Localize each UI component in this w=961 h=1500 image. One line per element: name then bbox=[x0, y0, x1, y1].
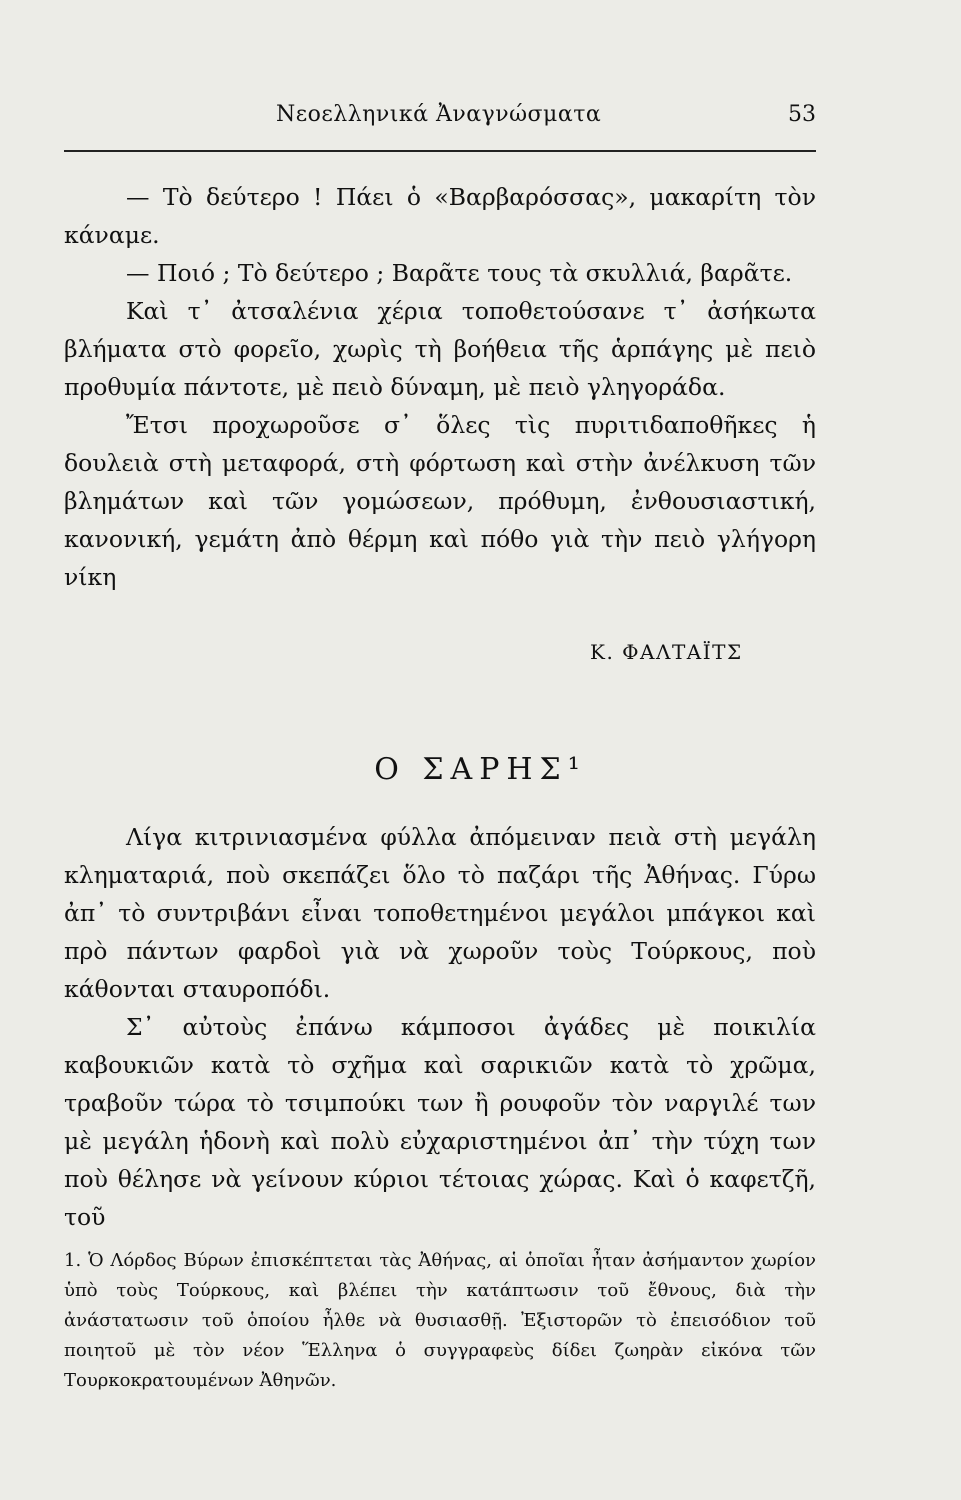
author-signature: Κ. ΦΑΛΤΑΪΤΣ bbox=[590, 640, 743, 664]
running-title: Νεοελληνικά Ἀναγνώσματα bbox=[276, 102, 602, 127]
section-paragraph: Λίγα κιτρινιασμένα φύλλα ἀπόμειναν πειὰ στὴ μεγάλη κληματαριά, ποὺ σκεπάζει ὅλο τὸ παζάρι τῆς Ἀθήνας. Γύρω ἀπ᾿ τὸ συντριβάνι εἶναι τοποθετημένοι μεγάλοι μπάγκοι καὶ πρὸ πάντων φαρδοὶ γιὰ νὰ χωροῦν τοὺς Τούρκους, ποὺ κάθονται σταυροπόδι. bbox=[64, 823, 816, 1003]
footnote bbox=[64, 1246, 816, 1396]
story-paragraph: Καὶ τ᾿ ἀτσαλένια χέρια τοποθετούσανε τ᾿ ἀσήκωτα βλήματα στὸ φορεῖο, χωρὶς τὴ βοήθεια τῆς ἁρπάγης μὲ πειὸ προθυμία πάντοτε, μὲ πειὸ δύναμη, μὲ πειὸ γληγοράδα. bbox=[64, 297, 816, 401]
section-title: Ο ΣΑΡΗΣ¹ bbox=[374, 752, 587, 787]
footnote-text: 1. Ὁ Λόρδος Βύρων ἐπισκέπτεται τὰς Ἀθήνας, αἱ ὁποῖαι ἦταν ἀσήμαντον χωρίον ὑπὸ τοὺς Τούρκους, καὶ βλέπει τὴν κατάπτωσιν τοῦ ἔθνους, διὰ τὴν ἀνάστατωσιν τοῦ ὁποίου ἦλθε νὰ θυσιασθῇ. Ἐξιστορῶν τὸ ἐπεισόδιον τοῦ ποιητοῦ μὲ τὸν νέον Ἕλληνα ὁ συγγραφεὺς δίδει ζωηρὰν εἰκόνα τῶν Τουρκοκρατουμένων Ἀθηνῶν. bbox=[64, 1250, 816, 1391]
story-text bbox=[64, 178, 816, 596]
header-rule bbox=[64, 150, 816, 152]
story-paragraph: Ἔτσι προχωροῦσε σ᾿ ὅλες τὶς πυριτιδαποθῆκες ἡ δουλειὰ στὴ μεταφορά, στὴ φόρτωση καὶ στὴν ἀνέλκυση τῶν βλημάτων καὶ τῶν γομώσεων, πρόθυμη, ἐνθουσιαστική, κανονική, γεμάτη ἀπὸ θέρμη καὶ πόθο γιὰ τὴν πειὸ γλήγορη νίκη bbox=[64, 411, 816, 591]
section-paragraph: Σ᾿ αὐτοὺς ἐπάνω κάμποσοι ἀγάδες μὲ ποικιλία καβουκιῶν κατὰ τὸ σχῆμα καὶ σαρικιῶν κατὰ τὸ χρῶμα, τραβοῦν τώρα τὸ τσιμπούκι των ἢ ρουφοῦν τὸν ναργιλέ των μὲ μεγάλη ἡδονὴ καὶ πολὺ εὐχαριστημένοι ἀπ᾿ τὴν τύχη των ποὺ θέλησε νὰ γείνουν κύριοι τέτοιας χώρας. Καὶ ὁ καφετζῆ, τοῦ bbox=[64, 1013, 816, 1231]
running-header bbox=[64, 102, 816, 142]
section-text bbox=[64, 818, 816, 1236]
story-paragraph: — Ποιό ; Τὸ δεύτερο ; Βαρᾶτε τους τὰ σκυλλιά, βαρᾶτε. bbox=[126, 259, 793, 287]
story-paragraph: — Τὸ δεύτερο ! Πάει ὁ «Βαρβαρόσσας», μακαρίτη τὸν κάναμε. bbox=[64, 183, 816, 249]
page-number: 53 bbox=[788, 102, 816, 127]
